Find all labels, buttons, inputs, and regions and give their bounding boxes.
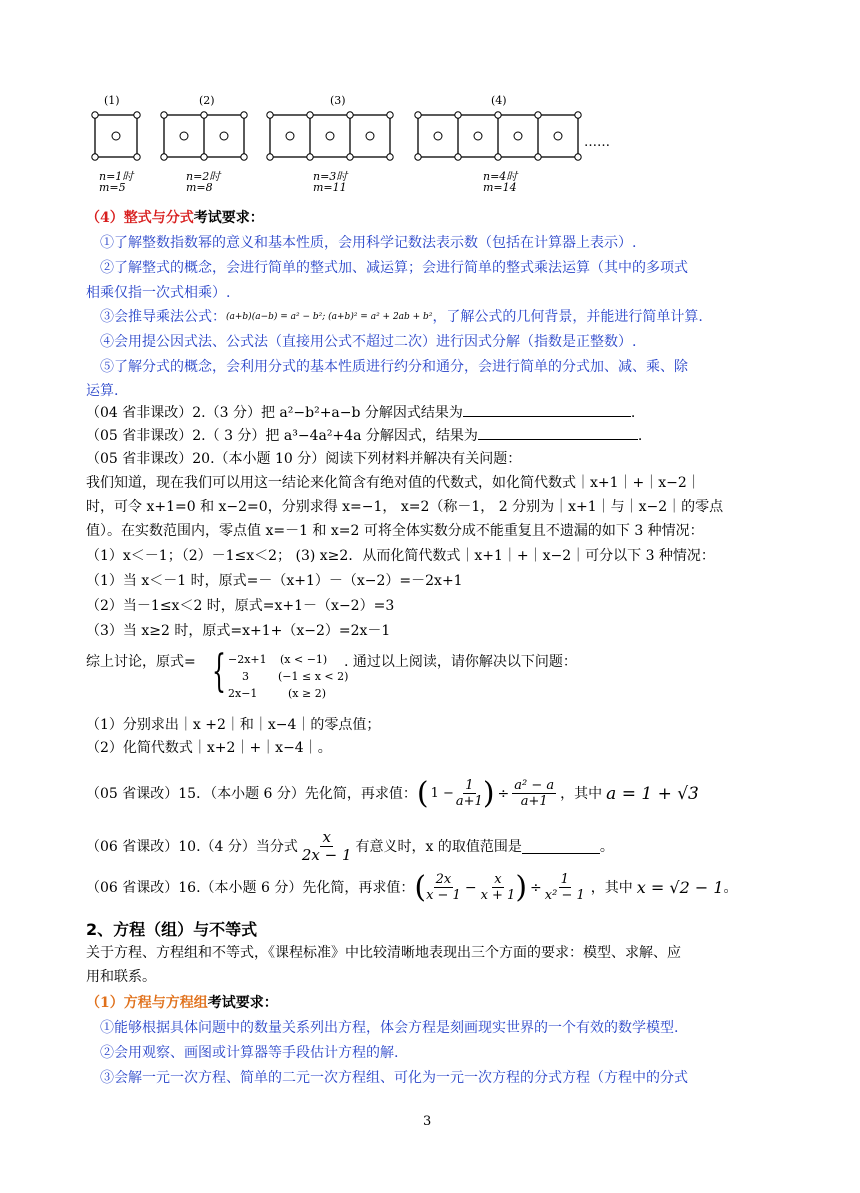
question-05-20-line-2: 时，可令 x+1=0 和 x−2=0，分别求得 x=−1， x=2（称－1， 2 分别为｜x+1｜与｜x−2｜的零点 (86, 499, 724, 515)
question-06-10-text-tail: 有意义时，x 的取值范围是 (355, 838, 522, 855)
req-item-3-text: ③会推导乘法公式： (100, 309, 226, 325)
figure-label-1: (1) (104, 94, 120, 107)
req-item-3 (100, 306, 703, 328)
req-item-5-cont: 运算. (86, 383, 119, 399)
question-05-20-line-6: （2）当－1≤x＜2 时，原式=x+1－（x−2）=3 (86, 598, 395, 614)
case-1-expr: −2x+1 (228, 653, 267, 666)
subsection-1-heading (86, 992, 278, 1014)
eq-req-item-1: ①能够根据具体问题中的数量关系列出方程，体会方程是刻画现实世界的一个有效的数学模型. (100, 1020, 679, 1036)
m-caption-3: m=11 (313, 181, 347, 194)
fraction-1-over-x2-1 (545, 872, 585, 903)
numerator: 2x (435, 872, 452, 887)
question-05-20-task-2: （2）化简代数式｜x+2｜+｜x−4｜。 (86, 740, 332, 756)
m-caption-1: m=5 (99, 181, 126, 194)
question-05-20-line-3: 值）。在实数范围内，零点值 x=－1 和 x=2 可将全体实数分成不能重复且不遗漏的如下 3 种情况： (86, 523, 704, 539)
case-3-expr: 2x−1 (228, 687, 258, 700)
section-4-heading (86, 207, 264, 229)
question-05-20-task-1: （1）分别求出｜x +2｜和｜x−4｜的零点值； (86, 717, 381, 733)
case-1-cond: (x < −1) (280, 653, 328, 666)
fraction-a2-minus-a (512, 778, 556, 809)
req-item-2-cont: 相乘仅指一次式相乘）. (86, 285, 231, 301)
case-3-cond: (x ≥ 2) (288, 687, 326, 700)
minus-sign: − (464, 879, 477, 896)
question-05-20-line-5: （1）当 x＜－1 时，原式=－（x+1）－（x−2）=－2x+1 (86, 573, 463, 589)
numerator: 1 (465, 778, 474, 793)
n-caption-1: n=1时 (99, 170, 134, 183)
req-item-1: ①了解整数指数幂的意义和基本性质，会用科学记数法表示数（包括在计算器上表示）. (100, 235, 637, 251)
question-05-15-text: （05 省课改）15．（本小题 6 分）先化简，再求值： (86, 785, 417, 802)
question-05-15-where: ，其中 (560, 785, 603, 802)
figure-label-3: (3) (330, 94, 346, 107)
subsection-1-title: 方程与方程组 (123, 995, 208, 1011)
eq-req-item-2: ②会用观察、画图或计算器等手段估计方程的解. (100, 1045, 399, 1061)
denominator: a+1 (520, 794, 548, 809)
question-05-2-text: （05 省非课改）2.（ 3 分）把 a³−4a²+4a 分解因式，结果为 (86, 428, 478, 444)
matchstick-rectangles-svg (84, 108, 604, 168)
answer-blank (522, 839, 600, 854)
fraction-x-over-x-plus-1 (481, 872, 516, 903)
question-05-20-summary-tail: . 通过以上阅读，请你解决以下问题： (344, 654, 577, 670)
n-caption-3: n=3时 (313, 170, 348, 183)
question-06-16-end: 。 (723, 879, 738, 896)
m-caption-4: m=14 (483, 181, 517, 194)
denominator: x − 1 (426, 888, 461, 903)
right-paren: ) (482, 775, 495, 811)
figure-label-4: (4) (491, 94, 507, 107)
question-05-20-head: （05 省非课改）20.（本小题 10 分）阅读下列材料并解决有关问题： (86, 451, 522, 467)
question-05-20-summary-label: 综上讨论，原式= (86, 654, 196, 670)
denominator: x² − 1 (544, 888, 585, 903)
case-2-cond: (−1 ≤ x < 2) (278, 670, 349, 683)
question-06-16-text: （06 省课改）16.（本小题 6 分）先化简，再求值： (86, 879, 415, 896)
question-06-10-end: 。 (599, 838, 614, 855)
divide-sign: ÷ (530, 879, 542, 896)
fraction-2x-over-x-1 (426, 872, 461, 903)
question-06-16-where: ，其中 (590, 879, 633, 896)
left-paren: ( (414, 869, 427, 905)
denominator: x + 1 (480, 888, 516, 903)
question-05-20-line-7: （3）当 x≥2 时，原式=x+1+（x−2）=2x－1 (86, 623, 391, 639)
n-caption-2: n=2时 (186, 170, 221, 183)
denominator: a+1 (455, 794, 483, 809)
question-05-2: （05 省非课改）2.（ 3 分）把 a³−4a²+4a 分解因式，结果为 . (86, 425, 642, 447)
section-4-suffix: 考试要求： (193, 210, 264, 226)
req-item-5: ⑤了解分式的概念，会利用分式的基本性质进行约分和通分，会进行简单的分式加、减、乘、除 (100, 359, 688, 375)
piecewise-expression (212, 646, 349, 701)
req-item-3-tail: ，了解公式的几何背景，并能进行简单计算. (432, 309, 703, 325)
expr-one-minus: 1 − (430, 785, 454, 801)
subsection-1-suffix: 考试要求： (207, 995, 278, 1011)
section-4-title: 整式与分式 (123, 210, 194, 226)
req-item-4: ④会用提公因式法、公式法（直接用公式不超过二次）进行因式分解（指数是正整数）. (100, 334, 637, 350)
divide-sign: ÷ (497, 785, 510, 802)
question-06-16 (86, 869, 738, 905)
question-05-20-line-4: （1）x＜－1；（2）－1≤x＜2； (3) x≥2．从而化简代数式｜x+1｜+｜x−2｜可分以下 3 种情况： (86, 548, 715, 564)
m-caption-2: m=8 (186, 181, 213, 194)
figure-label-2: (2) (199, 94, 215, 107)
eq-req-item-3: ③会解一元一次方程、简单的二元一次方程组、可化为一元一次方程的分式方程（方程中的分式 (100, 1070, 688, 1086)
n-caption-4: n=4时 (483, 170, 518, 183)
numerator: x (322, 828, 331, 846)
section-2-para-line-1: 关于方程、方程组和不等式，《课程标准》中比较清晰地表现出三个方面的要求：模型、求解、应 (86, 945, 681, 961)
subsection-1-number: （1） (86, 995, 124, 1011)
value-a: a = 1 + √3 (606, 783, 699, 804)
left-paren: ( (416, 775, 429, 811)
question-04-2: （04 省非课改）2.（3 分）把 a²−b²+a−b 分解因式结果为 . (86, 402, 635, 424)
figure-ellipsis: …… (584, 135, 610, 150)
piecewise-brace: { (212, 646, 226, 697)
section-2-title: 2、方程（组）与不等式 (86, 920, 258, 939)
section-4-number: （4） (86, 210, 124, 226)
question-04-2-text: （04 省非课改）2.（3 分）把 a²−b²+a−b 分解因式结果为 (86, 405, 463, 421)
question-05-20-line-1: 我们知道，现在我们可以用这一结论来化简含有绝对值的代数式，如化简代数式｜x+1｜+｜x−2｜ (86, 475, 701, 491)
question-05-15 (86, 775, 699, 811)
multiplication-formula: (a+b)(a−b) = a² − b²; (a+b)² = a² + 2ab + b² (226, 312, 433, 322)
value-x: x = √2 − 1 (636, 877, 724, 897)
section-2-para-line-2: 用和联系。 (86, 969, 156, 985)
question-06-10-text: （06 省课改）10.（4 分）当分式 (86, 838, 298, 855)
fraction-1-over-a-plus-1 (456, 778, 483, 809)
req-item-2: ②了解整式的概念，会进行简单的整式加、减运算；会进行简单的整式乘法运算（其中的多项式 (100, 260, 688, 276)
fraction-x-over-2x-1 (302, 829, 352, 864)
case-2-expr: 3 (242, 670, 249, 683)
answer-blank (463, 402, 631, 417)
numerator: 1 (560, 872, 569, 887)
numerator: x (494, 872, 502, 887)
numerator: a² − a (514, 778, 555, 793)
answer-blank (478, 425, 638, 440)
page-number: 3 (423, 1114, 432, 1129)
question-06-10 (86, 829, 614, 864)
denominator: 2x − 1 (301, 846, 352, 864)
right-paren: ) (515, 869, 528, 905)
